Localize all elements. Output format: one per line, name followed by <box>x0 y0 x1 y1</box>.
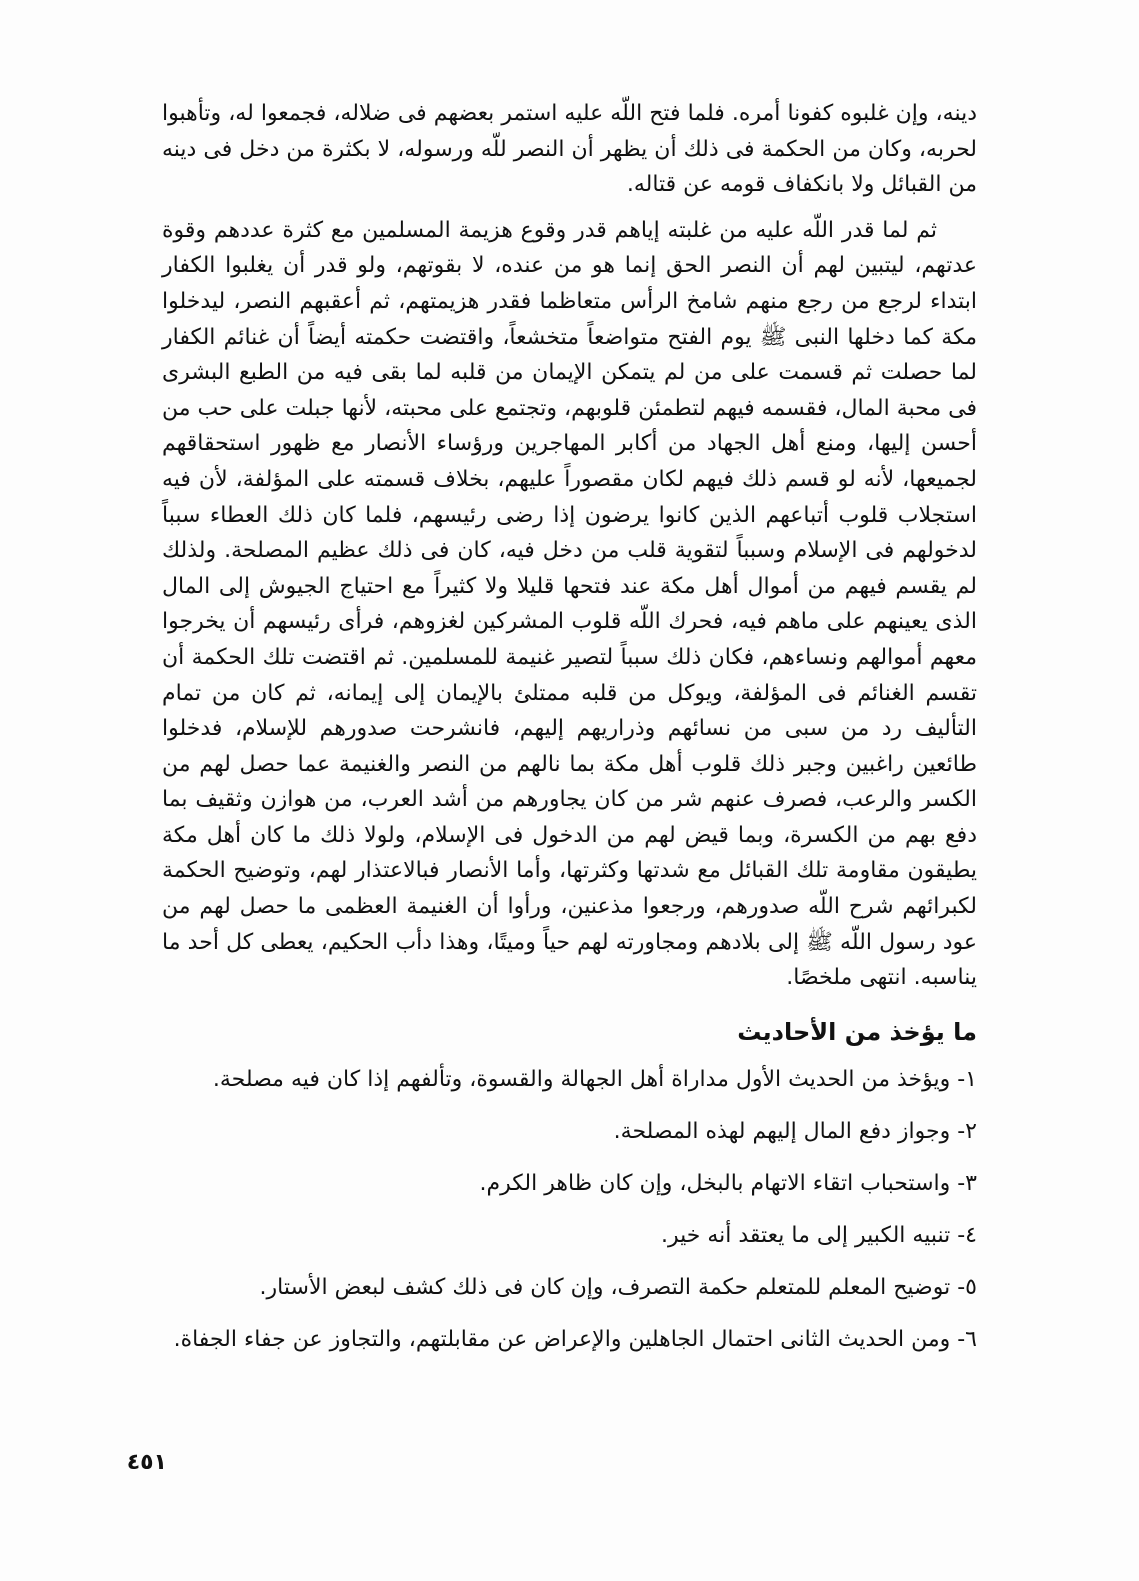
page-number: ٤٥١ <box>126 1450 167 1475</box>
lesson-item-5: ٥- توضيح المعلم للمتعلم حكمة التصرف، وإن كان فى ذلك كشف لبعض الأستار. <box>259 1274 977 1300</box>
lesson-item-3: ٣- واستحباب اتقاء الاتهام بالبخل، وإن كان ظاهر الكرم. <box>479 1170 977 1196</box>
lesson-item-4: ٤- تنبيه الكبير إلى ما يعتقد أنه خير. <box>660 1222 977 1248</box>
paragraph-1: دينه، وإن غلبوه كفونا أمره. فلما فتح اللّه عليه استمر بعضهم فى ضلاله، فجمعوا له، وتأهبوا لحربه، وكان من الحكمة فى ذلك أن يظهر أن النصر للّه ورسوله، لا بكثرة من دخل فى دينه من القبائل ولا بانكفاف قومه عن قتاله. <box>162 101 977 198</box>
lesson-item-6: ٦- ومن الحديث الثانى احتمال الجاهلين والإعراض عن مقابلتهم، والتجاوز عن جفاء الجفاة. <box>173 1326 977 1352</box>
section-heading: ما يؤخذ من الأحاديث <box>737 1017 977 1046</box>
paragraph-2: ثم لما قدر اللّه عليه من غلبته إياهم قدر وقوع هزيمة المسلمين مع كثرة عددهم وقوة عدتهم، ليتبين لهم أن النصر الحق إنما هو من عنده، لا بقوتهم، ولو قدر أن يغلبوا الكفار ابتداء لرجع من رجع منهم شامخ الرأس متعاظما فقدر هزيمتهم، ثم أعقبهم النصر، ليدخلوا مكة كما دخلها النبى ﷺ يوم الفتح متواضعاً متخشعاً، واقتضت حكمته أيضاً أن غنائم الكفار لما حصلت ثم قسمت على من لم يتمكن الإيمان من قلبه لما بقى فيه من الطبع البشرى فى محبة المال، فقسمه فيهم لتطمئن قلوبهم، وتجتمع على محبته، لأنها جبلت على حب من أحسن إليها، ومنع أهل الجهاد من أكابر المهاجرين ورؤساء الأنصار مع ظهور استحقاقهم لجميعها، لأنه لو قسم ذلك فيهم لكان مقصوراً عليهم، بخلاف قسمته على المؤلفة، لأن فيه استجلاب قلوب أتباعهم الذين كانوا يرضون إذا رضى رئيسهم، فلما كان ذلك العطاء سبباً لدخولهم فى الإسلام وسبباً لتقوية قلب من دخل فيه، كان فى ذلك عظيم المصلحة. ولذلك لم يقسم فيهم من أموال أهل مكة عند فتحها قليلا ولا كثيراً مع احتياج الجيوش إلى المال الذى يعينهم على ماهم فيه، فحرك اللّه قلوب المشركين لغزوهم، فرأى رئيسهم أن يخرجوا معهم أموالهم ونساءهم، فكان ذلك سبباً لتصير غنيمة للمسلمين. ثم اقتضت تلك الحكمة أن تقسم الغنائم فى المؤلفة، ويوكل من قلبه ممتلئ بالإيمان إلى إيمانه، ثم كان من تمام التأليف رد من سبى من نسائهم وذراريهم إليهم، فانشرحت صدورهم للإسلام، فدخلوا طائعين راغبين وجبر ذلك قلوب أهل مكة بما نالهم من النصر والغنيمة عما حصل لهم من الكسر والرعب، فصرف عنهم شر من كان يجاورهم من أشد العرب، من هوازن وثقيف بما دفع بهم من الكسرة، وبما قيض لهم من الدخول فى الإسلام، ولولا ذلك ما كان أهل مكة يطيقون مقاومة تلك القبائل مع شدتها وكثرتها، وأما الأنصار فبالاعتذار لهم، وتوضيح الحكمة لكبرائهم شرح اللّه صدورهم، ورجعوا مذعنين، ورأوا أن الغنيمة العظمى ما حصل لهم من عود رسول اللّه ﷺ إلى بلادهم ومجاورته لهم حياً وميتًا، وهذا دأب الحكيم، يعطى كل أحد ما يناسبه. انتهى ملخصًا. <box>162 217 977 991</box>
lesson-item-2: ٢- وجواز دفع المال إليهم لهذه المصلحة. <box>613 1118 977 1144</box>
page-content <box>162 96 977 1374</box>
lesson-item-1: ١- ويؤخذ من الحديث الأول مداراة أهل الجهالة والقسوة، وتألفهم إذا كان فيه مصلحة. <box>212 1066 977 1092</box>
lessons-list <box>162 1062 977 1358</box>
